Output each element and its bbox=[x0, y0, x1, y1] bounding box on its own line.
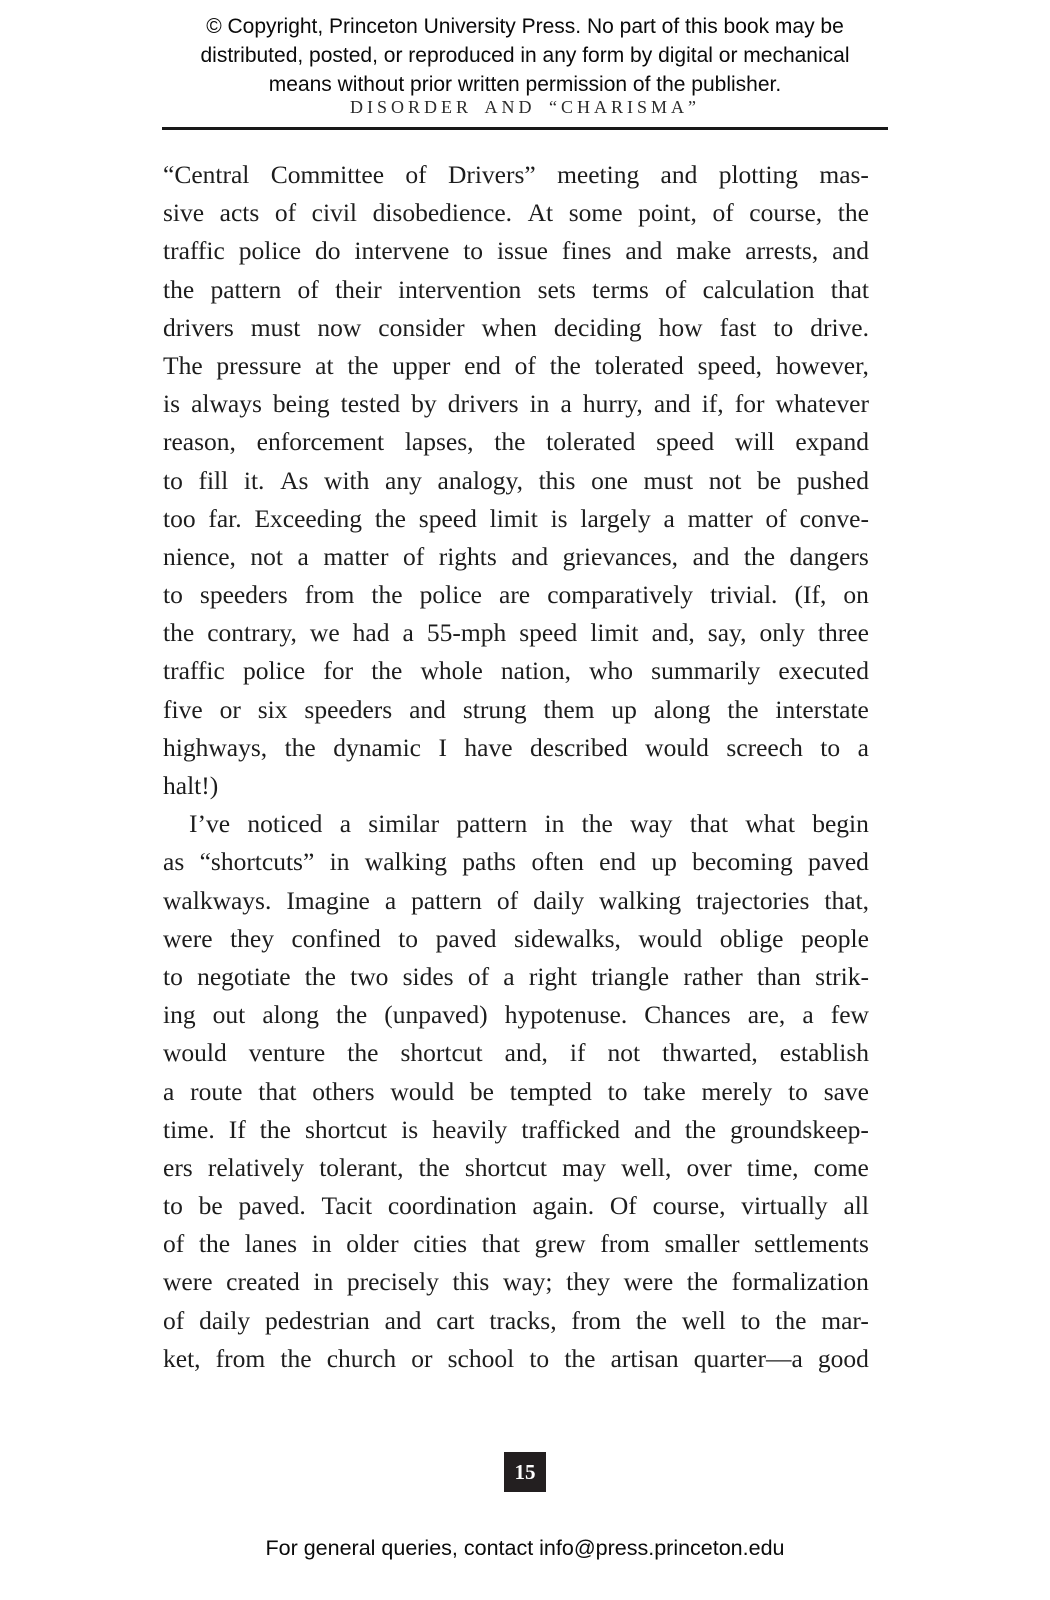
text-line: is always being tested by drivers in a hurry, and if, for whatever bbox=[163, 389, 869, 419]
text-line: ing out along the (unpaved) hypotenuse. Chances are, a few bbox=[163, 1000, 869, 1030]
text-line: five or six speeders and strung them up along the interstate bbox=[163, 694, 869, 724]
text-line: traffic police for the whole nation, who summarily executed bbox=[163, 656, 869, 686]
copyright-line: means without prior written permission of the publisher. bbox=[268, 73, 782, 96]
text-line: of daily pedestrian and cart tracks, from the well to the mar- bbox=[163, 1305, 869, 1335]
footer-contact: For general queries, contact info@press.princeton.edu bbox=[265, 1536, 785, 1560]
text-line: to negotiate the two sides of a right triangle rather than strik- bbox=[163, 961, 869, 991]
header-rule bbox=[162, 127, 888, 130]
text-line: time. If the shortcut is heavily trafficked and the groundskeep- bbox=[163, 1114, 869, 1144]
text-line: walkways. Imagine a pattern of daily walking trajectories that, bbox=[163, 885, 869, 915]
text-line: too far. Exceeding the speed limit is largely a matter of conve- bbox=[163, 503, 869, 533]
text-line: the contrary, we had a 55-mph speed limit and, say, only three bbox=[163, 618, 869, 648]
text-line: highways, the dynamic I have described would screech to a bbox=[163, 732, 869, 762]
text-line: to be paved. Tacit coordination again. Of course, virtually all bbox=[163, 1191, 869, 1221]
page-number-badge bbox=[504, 1452, 546, 1492]
running-head: DISORDER AND “CHARISMA” bbox=[349, 97, 700, 117]
text-line: The pressure at the upper end of the tolerated speed, however, bbox=[163, 350, 869, 380]
text-line: nience, not a matter of rights and grievances, and the dangers bbox=[163, 541, 869, 571]
copyright-line: distributed, posted, or reproduced in any form by digital or mechanical bbox=[200, 44, 850, 67]
text-line: drivers must now consider when deciding how fast to drive. bbox=[163, 312, 869, 342]
text-line: traffic police do intervene to issue fines and make arrests, and bbox=[163, 236, 869, 266]
text-line: to fill it. As with any analogy, this one must not be pushed bbox=[163, 465, 869, 495]
text-line: as “shortcuts” in walking paths often end up becoming paved bbox=[163, 847, 869, 877]
text-line: reason, enforcement lapses, the tolerated speed will expand bbox=[163, 427, 869, 457]
text-line: halt!) bbox=[163, 771, 219, 800]
text-line: the pattern of their intervention sets terms of calculation that bbox=[163, 274, 869, 304]
text-line: a route that others would be tempted to take merely to save bbox=[163, 1076, 869, 1106]
text-line: of the lanes in older cities that grew from smaller settlements bbox=[163, 1229, 869, 1259]
text-line: to speeders from the police are comparatively trivial. (If, on bbox=[163, 580, 869, 610]
text-line: were they confined to paved sidewalks, would oblige people bbox=[163, 923, 869, 953]
text-line: would venture the shortcut and, if not thwarted, establish bbox=[163, 1038, 869, 1068]
text-line: sive acts of civil disobedience. At some point, of course, the bbox=[163, 198, 869, 228]
copyright-line: © Copyright, Princeton University Press. No part of this book may be bbox=[206, 15, 844, 38]
page-number: 15 bbox=[514, 1459, 536, 1484]
copyright-notice bbox=[0, 12, 1050, 99]
text-line: I’ve noticed a similar pattern in the way that what begin bbox=[189, 809, 869, 839]
body-text bbox=[163, 156, 869, 1378]
text-line: “Central Committee of Drivers” meeting and plotting mas- bbox=[163, 160, 869, 189]
text-line: ket, from the church or school to the artisan quarter—a good bbox=[163, 1343, 869, 1373]
text-line: were created in precisely this way; they were the formalization bbox=[163, 1267, 869, 1297]
text-line: ers relatively tolerant, the shortcut may well, over time, come bbox=[163, 1152, 869, 1182]
